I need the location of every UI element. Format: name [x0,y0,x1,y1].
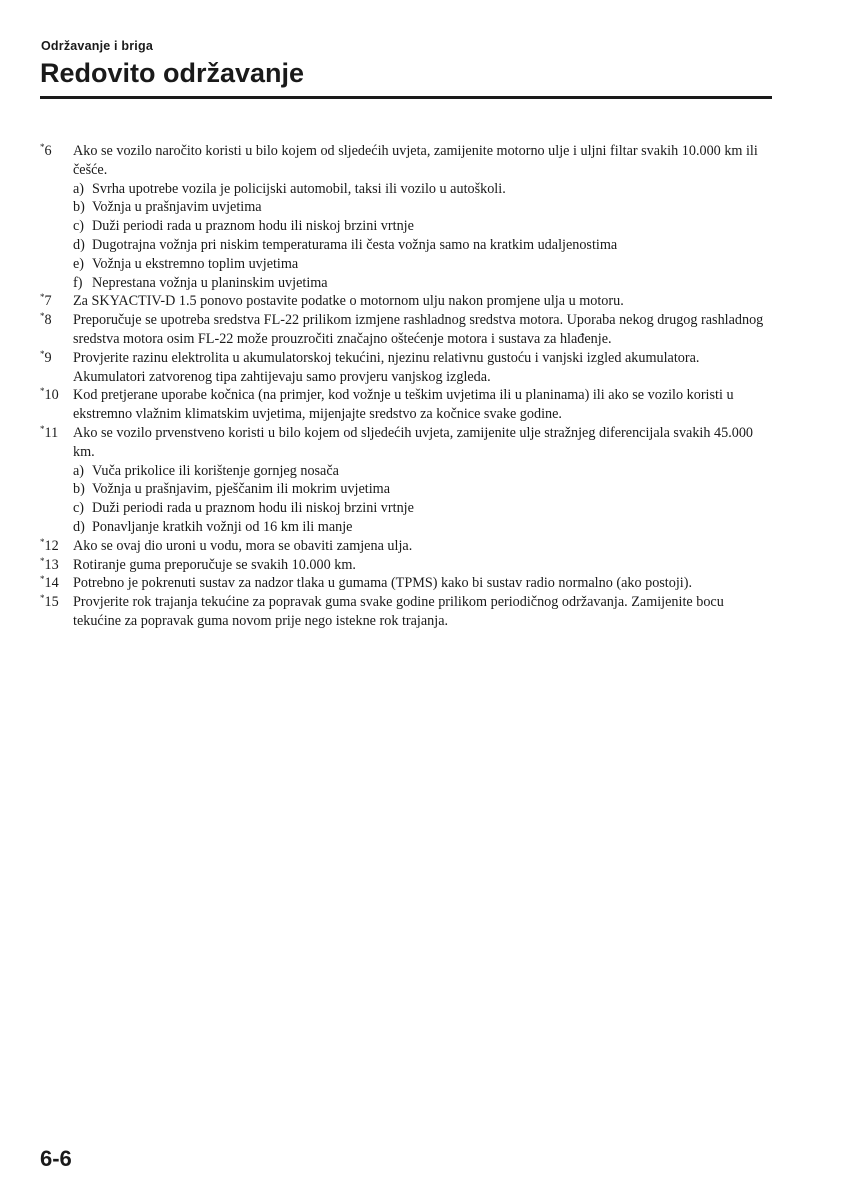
note-item [40,311,770,349]
note-reference-mark [40,292,52,311]
note-paragraph [40,349,770,387]
note-text: Preporučuje se upotreba sredstva FL-22 prilikom izmjene rashladnog sredstva motora. Uporaba nekog drugog rashladnog sredstva motora osim FL-22 može prouzročiti značajno oštećenje motora i sustava za hlađenje. [73,312,764,347]
note-asterisk: * [40,423,45,434]
note-text: Ako se ovaj dio uroni u vodu, mora se obaviti zamjena ulja. [73,537,413,554]
note-number: 10 [44,387,59,404]
subitem-text: Svrha upotrebe vozila je policijski automobil, taksi ili vozilo u autoškoli. [92,180,506,197]
page-number: 6-6 [40,1146,72,1171]
note-number: 8 [44,312,52,329]
note-paragraph [40,386,770,424]
subitem-text: Vuča prikolice ili korištenje gornjeg nosača [92,462,339,479]
note-paragraph [40,142,770,180]
note-subitem [40,255,770,274]
note-asterisk: * [40,292,45,303]
section-label: Održavanje i briga [41,39,153,53]
note-item [40,574,770,593]
note-paragraph [40,593,770,631]
note-item [40,386,770,424]
note-asterisk: * [40,574,45,585]
note-item [40,593,770,631]
note-subitem [40,198,770,217]
note-subitem [40,274,770,293]
note-reference-mark [40,349,52,368]
note-paragraph [40,537,770,556]
note-reference-mark [40,142,52,161]
note-asterisk: * [40,348,45,359]
subitem-letter: b) [73,481,85,498]
subitem-letter: a) [73,180,85,197]
note-text: Rotiranje guma preporučuje se svakih 10.000 km. [73,556,356,573]
subitem-letter: f) [73,274,83,291]
note-reference-mark [40,574,59,593]
note-text: Provjerite razinu elektrolita u akumulatorskoj tekućini, njezinu relativnu gustoću i vanjski izgled akumulatora. Akumulatori zatvorenog tipa zahtijevaju samo provjeru vanjskog izgleda. [73,349,700,385]
note-subitem [40,518,770,537]
note-text: Ako se vozilo prvenstveno koristi u bilo kojem od sljedećih uvjeta, zamijenite ulje stražnjeg diferencijala svakih 45.000 km. [73,424,754,460]
subitem-letter: c) [73,500,85,517]
note-paragraph [40,574,770,593]
note-number: 13 [44,556,59,573]
note-text: Kod pretjerane uporabe kočnica (na primjer, kod vožnje u teškim uvjetima ili u planinama) ili ako se vozilo koristi u ekstremno vlažnim klimatskim uvjetima, mijenjajte sredstvo za kočnice svake godine. [73,387,734,423]
subitem-text: Vožnja u prašnjavim, pješčanim ili mokrim uvjetima [92,481,391,498]
subitem-text: Vožnja u prašnjavim uvjetima [92,199,262,216]
note-text: Potrebno je pokrenuti sustav za nadzor tlaka u gumama (TPMS) kako bi sustav radio normalno (ako postoji). [73,575,692,592]
subitem-text: Neprestana vožnja u planinskim uvjetima [92,274,328,291]
note-reference-mark [40,424,58,443]
note-asterisk: * [40,311,45,322]
note-asterisk: * [40,593,45,604]
note-item [40,142,770,292]
note-paragraph [40,292,770,311]
subitem-letter: a) [73,462,85,479]
note-number: 15 [44,594,59,611]
note-subitem [40,462,770,481]
note-asterisk: * [40,536,45,547]
note-item [40,349,770,387]
note-item [40,292,770,311]
note-paragraph [40,556,770,575]
subitem-letter: d) [73,236,85,253]
note-subitem [40,180,770,199]
note-asterisk: * [40,386,45,397]
note-reference-mark [40,311,52,330]
subitem-text: Duži periodi rada u praznom hodu ili niskoj brzini vrtnje [92,218,414,235]
subitem-letter: c) [73,218,85,235]
subitem-text: Ponavljanje kratkih vožnji od 16 km ili manje [92,518,353,535]
note-number: 14 [44,575,59,592]
note-number: 9 [44,349,52,366]
note-paragraph [40,311,770,349]
note-text: Ako se vozilo naročito koristi u bilo kojem od sljedećih uvjeta, zamijenite motorno ulje i uljni filtar svakih 10.000 km ili češće. [73,143,758,178]
note-reference-mark [40,537,59,556]
note-item [40,537,770,556]
note-number: 6 [44,143,52,159]
page-title: Redovito održavanje [40,58,305,88]
subitem-text: Dugotrajna vožnja pri niskim temperaturama ili česta vožnja samo na kratkim udaljenostima [92,236,618,253]
note-item [40,556,770,575]
note-text: Provjerite rok trajanja tekućine za popravak guma svake godine prilikom periodičnog održavanja. Zamijenite bocu tekućine za popravak guma novom prije nego istekne rok trajanja. [73,594,724,629]
subitem-letter: e) [73,255,85,272]
note-asterisk: * [40,142,45,152]
subitem-text: Duži periodi rada u praznom hodu ili niskoj brzini vrtnje [92,500,414,517]
note-reference-mark [40,556,59,575]
note-subitem [40,499,770,518]
note-subitem [40,236,770,255]
note-number: 7 [44,293,52,310]
note-number: 11 [44,424,59,441]
note-reference-mark [40,593,59,612]
note-paragraph [40,424,770,462]
subitem-letter: b) [73,199,85,216]
note-text: Za SKYACTIV-D 1.5 ponovo postavite podatke o motornom ulju nakon promjene ulja u motoru. [73,293,624,310]
note-item [40,424,770,537]
note-reference-mark [40,386,59,405]
maintenance-notes [40,142,770,631]
subitem-text: Vožnja u ekstremno toplim uvjetima [92,255,299,272]
note-subitem [40,217,770,236]
note-number: 12 [44,537,59,554]
note-subitem [40,480,770,499]
note-asterisk: * [40,555,45,566]
title-divider [40,96,772,99]
subitem-letter: d) [73,518,85,535]
